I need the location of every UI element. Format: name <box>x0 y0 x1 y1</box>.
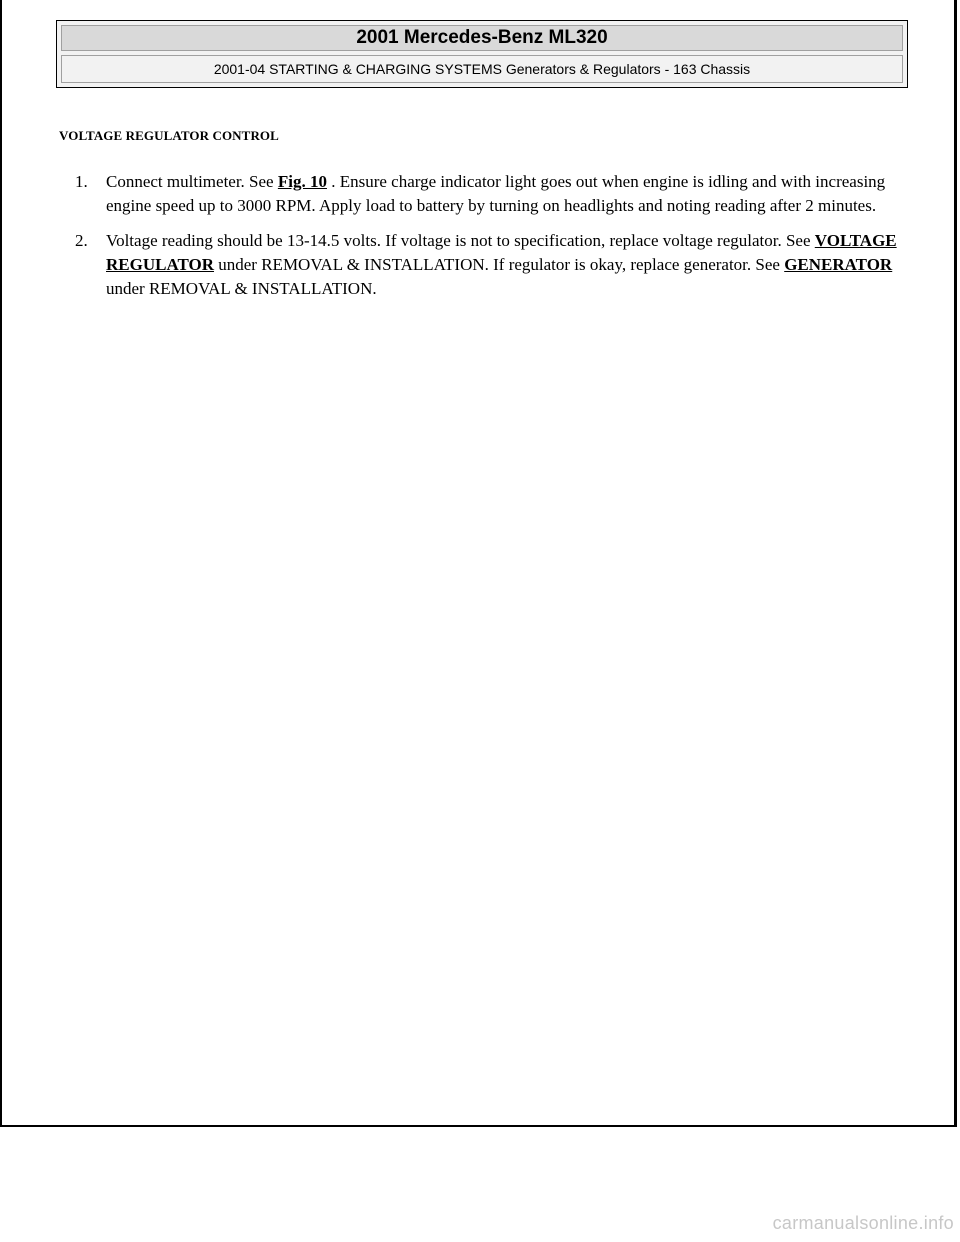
voltage-regulator-link[interactable]: VOLTAGE REGULATOR <box>106 231 897 274</box>
procedure-steps <box>59 170 899 312</box>
step-text: under REMOVAL & INSTALLATION. <box>106 279 377 298</box>
section-heading: VOLTAGE REGULATOR CONTROL <box>59 128 279 143</box>
step-text: Connect multimeter. See <box>106 172 278 191</box>
fig-10-link[interactable]: Fig. 10 <box>277 172 327 191</box>
step-text: . Ensure charge indicator light goes out when engine is idling and with increasing engine speed up to 3000 RPM. Apply load to battery by turning on headlights and noting reading after 2 minutes. <box>106 172 886 215</box>
step-text: Voltage reading should be 13-14.5 volts. If voltage is not to specification, replace voltage regulator. See <box>106 231 815 250</box>
generator-link[interactable]: GENERATOR <box>784 255 893 274</box>
step-item <box>59 170 899 218</box>
watermark: carmanualsonline.info <box>772 1213 954 1233</box>
step-number: 1. <box>75 172 88 191</box>
document-subtitle: 2001-04 STARTING & CHARGING SYSTEMS Generators & Regulators - 163 Chassis <box>61 55 903 83</box>
document-header <box>56 20 908 88</box>
step-text: under REMOVAL & INSTALLATION. If regulator is okay, replace generator. See <box>214 255 785 274</box>
document-title: 2001 Mercedes-Benz ML320 <box>61 25 903 51</box>
step-number: 2. <box>75 231 88 250</box>
step-item <box>59 229 899 301</box>
